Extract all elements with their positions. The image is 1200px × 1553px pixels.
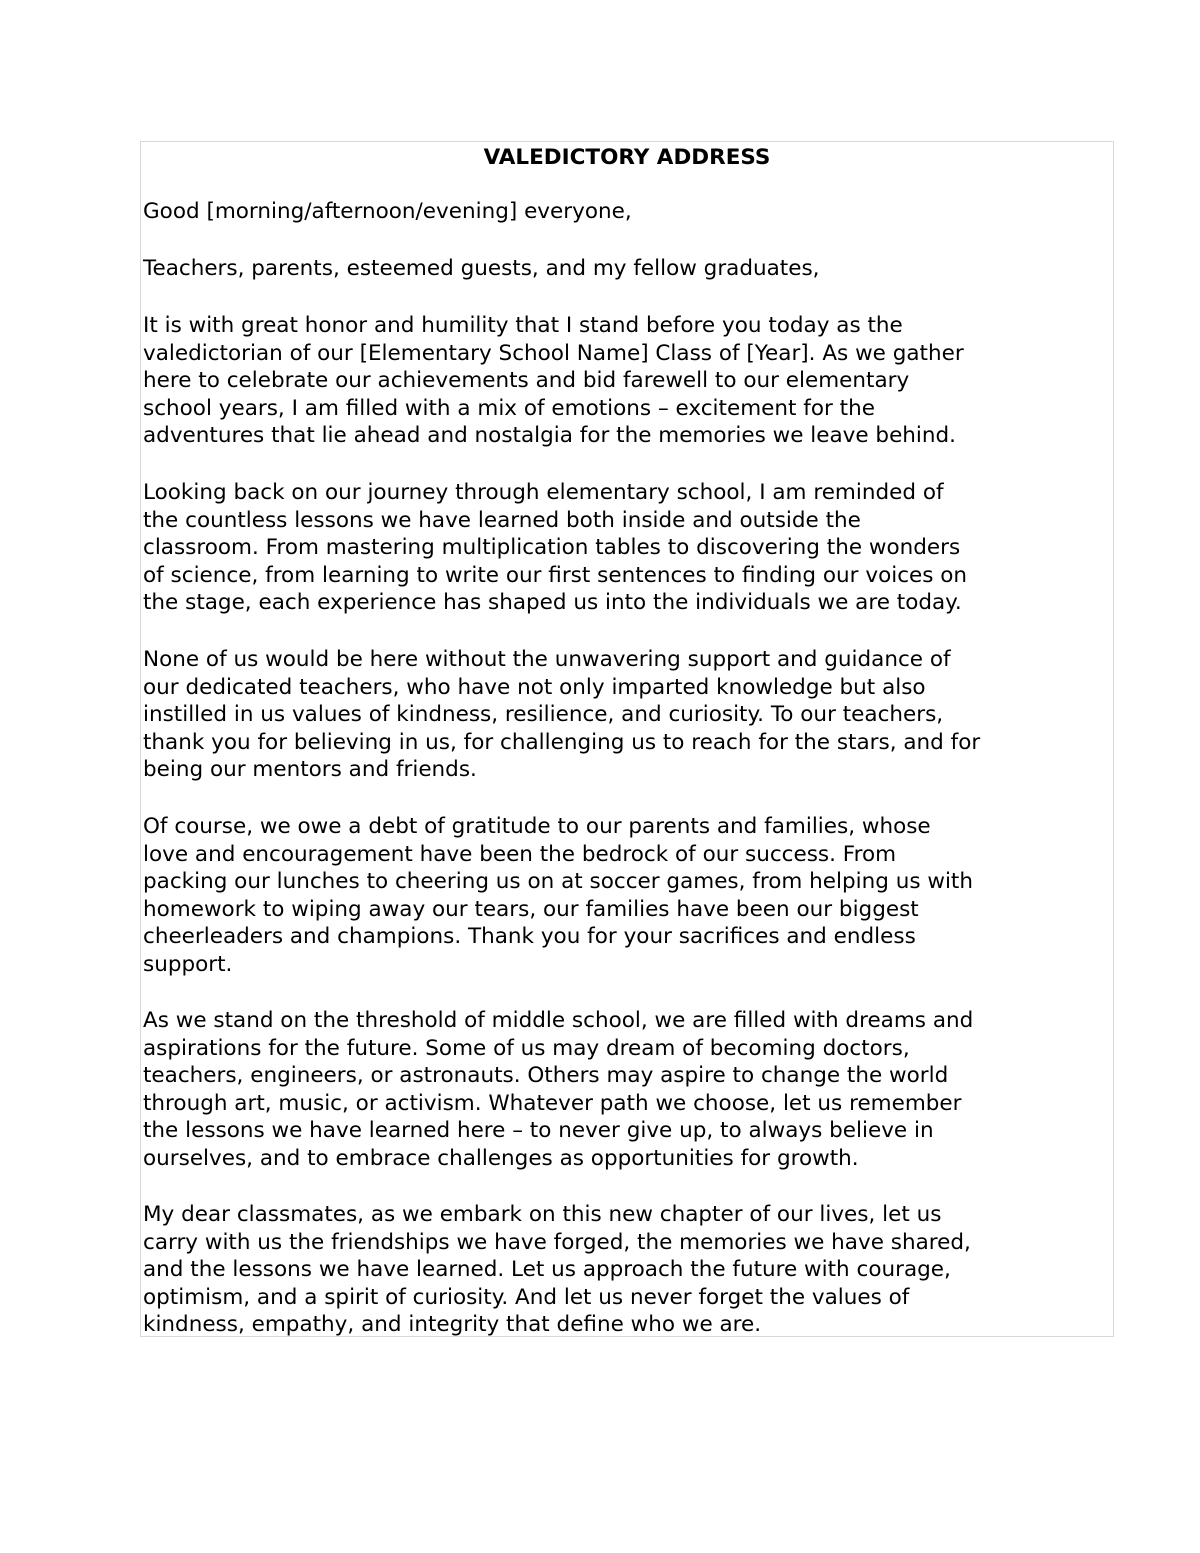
text-line: homework to wiping away our tears, our families have been our biggest xyxy=(143,896,919,922)
text-line: support. xyxy=(143,951,233,977)
document-title: VALEDICTORY ADDRESS xyxy=(483,145,771,170)
text-line: optimism, and a spirit of curiosity. And let us never forget the values of xyxy=(143,1284,910,1310)
text-line: our dedicated teachers, who have not only imparted knowledge but also xyxy=(143,674,926,700)
text-line: the countless lessons we have learned both inside and outside the xyxy=(143,507,861,533)
text-line: teachers, engineers, or astronauts. Others may aspire to change the world xyxy=(143,1063,949,1089)
text-line: school years, I am filled with a mix of emotions – excitement for the xyxy=(143,395,875,421)
text-line: through art, music, or activism. Whatever path we choose, let us remember xyxy=(143,1090,962,1116)
journey-paragraph xyxy=(143,479,967,617)
text-line: instilled in us values of kindness, resilience, and curiosity. To our teachers, xyxy=(143,702,944,728)
text-line: Looking back on our journey through elementary school, I am reminded of xyxy=(143,480,944,505)
text-line: here to celebrate our achievements and bid farewell to our elementary xyxy=(143,368,910,394)
future-paragraph xyxy=(143,1007,973,1173)
families-paragraph xyxy=(143,813,973,979)
text-line: Good [morning/afternoon/evening] everyone, xyxy=(143,199,632,224)
text-line: adventures that lie ahead and nostalgia for the memories we leave behind. xyxy=(143,423,957,449)
text-line: thank you for believing in us, for challenging us to reach for the stars, and for xyxy=(143,729,981,755)
text-line: ourselves, and to embrace challenges as opportunities for growth. xyxy=(143,1145,859,1171)
text-line: My dear classmates, as we embark on this new chapter of our lives, let us xyxy=(143,1202,942,1227)
text-line: It is with great honor and humility that I stand before you today as the xyxy=(143,313,903,338)
text-line: As we stand on the threshold of middle school, we are filled with dreams and xyxy=(143,1008,974,1033)
text-line: classroom. From mastering multiplication tables to discovering the wonders xyxy=(143,535,961,561)
text-line: packing our lunches to cheering us on at soccer games, from helping us with xyxy=(143,869,973,895)
text-line: of science, from learning to write our first sentences to finding our voices on xyxy=(143,562,968,588)
text-line: cheerleaders and champions. Thank you for your sacrifices and endless xyxy=(143,924,916,950)
text-line: kindness, empathy, and integrity that define who we are. xyxy=(143,1312,762,1338)
text-line: love and encouragement have been the bedrock of our success. From xyxy=(143,841,897,867)
text-line: the stage, each experience has shaped us into the individuals we are today. xyxy=(143,590,962,616)
text-line: the lessons we have learned here – to never give up, to always believe in xyxy=(143,1118,934,1144)
text-line: None of us would be here without the unwavering support and guidance of xyxy=(143,647,951,672)
text-line: and the lessons we have learned. Let us approach the future with courage, xyxy=(143,1257,951,1283)
greeting-paragraph xyxy=(143,198,632,226)
document-text-box xyxy=(140,141,1114,1337)
intro-paragraph xyxy=(143,312,964,450)
teachers-paragraph xyxy=(143,646,980,784)
closing-paragraph xyxy=(143,1201,971,1339)
text-line: aspirations for the future. Some of us may dream of becoming doctors, xyxy=(143,1035,910,1061)
salutation-paragraph xyxy=(143,255,819,283)
text-line: Teachers, parents, esteemed guests, and my fellow graduates, xyxy=(143,256,820,281)
text-line: carry with us the friendships we have forged, the memories we have shared, xyxy=(143,1229,971,1255)
text-line: Of course, we owe a debt of gratitude to our parents and families, whose xyxy=(143,814,931,839)
text-line: being our mentors and friends. xyxy=(143,757,477,783)
text-line: valedictorian of our [Elementary School Name] Class of [Year]. As we gather xyxy=(143,340,964,366)
